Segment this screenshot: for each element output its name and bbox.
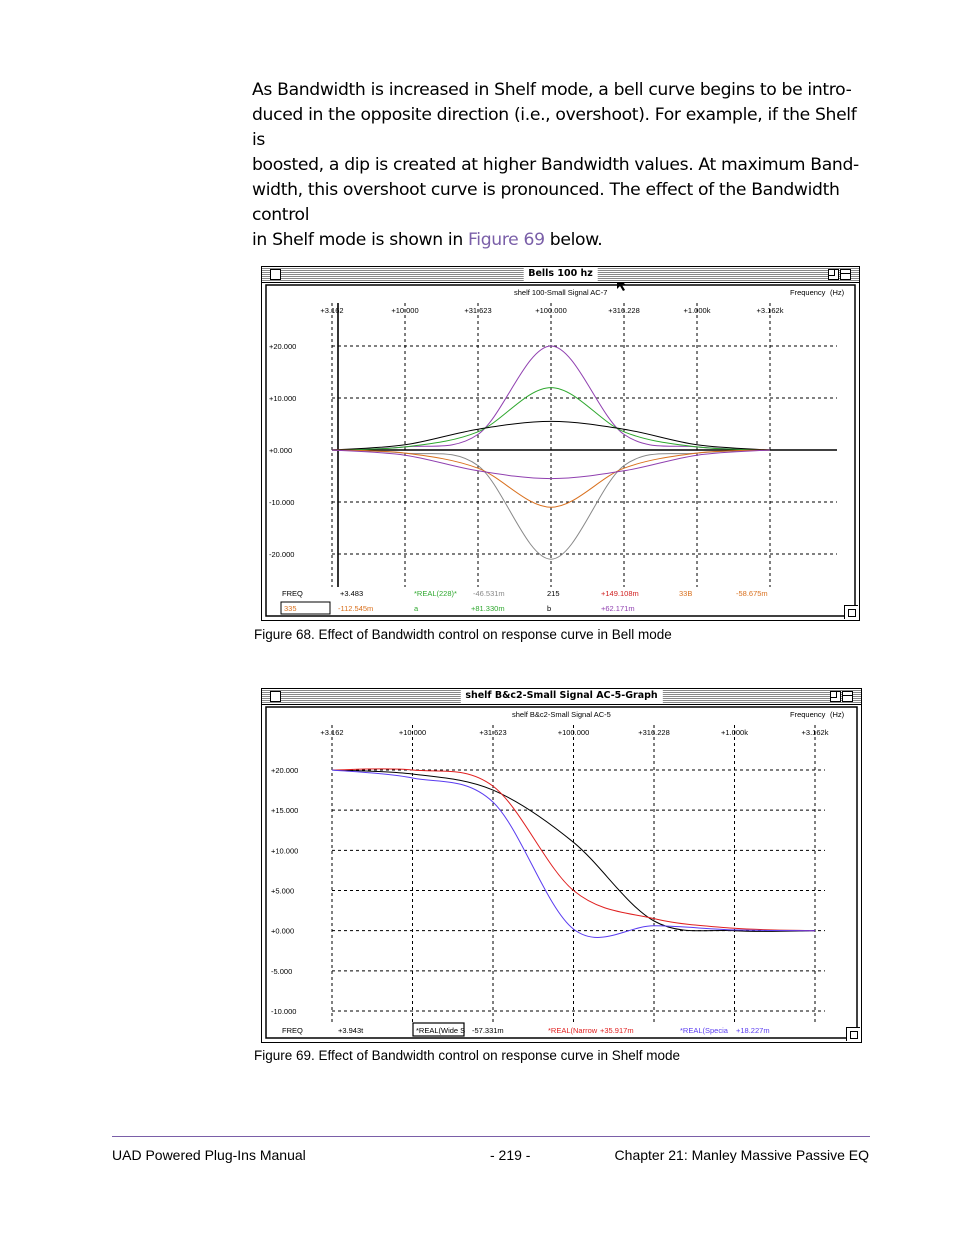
- y-tick-label: +0.000: [271, 926, 295, 936]
- readout-value: +62.171m: [601, 604, 635, 613]
- y-tick-label: +5.000: [271, 886, 295, 896]
- paragraph-line: width, this overshoot curve is pronounced. The effect of the Bandwidth control: [252, 180, 840, 225]
- readout-value: +149.108m: [601, 589, 639, 598]
- y-tick-label: -10.000: [271, 1007, 297, 1016]
- x-tick-label: +31.623: [464, 306, 492, 315]
- readout-value: *REAL(Narrow: [548, 1026, 598, 1035]
- readout-value: a: [414, 604, 419, 613]
- x-tick-label: +3.162k: [756, 306, 784, 315]
- x-tick-label: +1.000k: [721, 728, 748, 737]
- resize-grow-icon[interactable]: [846, 1027, 860, 1041]
- readout-value: *REAL(228)*: [414, 589, 457, 598]
- readout-value: *REAL(Specia: [680, 1026, 728, 1035]
- frequency-label: Frequency: [790, 710, 826, 719]
- readout-value: +81.330m: [471, 604, 505, 613]
- close-box-icon[interactable]: [270, 269, 281, 280]
- x-tick-label: +100.000: [557, 728, 590, 737]
- figure-69-caption: Figure 69. Effect of Bandwidth control on response curve in Shelf mode: [254, 1048, 680, 1063]
- x-tick-label: +10.000: [398, 728, 427, 737]
- y-tick-label: +20.000: [269, 342, 297, 351]
- readout-value: -57.331m: [472, 1026, 504, 1035]
- collapse-box-icon[interactable]: [840, 269, 851, 280]
- footer-divider: [112, 1136, 870, 1137]
- readout-value: *REAL(Wide S: [416, 1026, 466, 1035]
- figure-68-window-title: Bells 100 hz: [523, 267, 598, 281]
- x-tick-label: +316.228: [608, 306, 640, 315]
- zoom-box-icon[interactable]: [828, 269, 839, 280]
- figure-69-window: [261, 688, 862, 1043]
- collapse-box-icon[interactable]: [842, 691, 853, 702]
- x-tick-label: +3.162: [320, 306, 344, 315]
- readout-value: +3.943t: [338, 1026, 364, 1035]
- readout-value: FREQ: [282, 589, 303, 598]
- chart-subtitle: shelf 100-Small Signal AC-7: [514, 288, 608, 297]
- readout-value: 215: [547, 589, 560, 598]
- paragraph-line: boosted, a dip is created at higher Bandwidth values. At maximum Band-: [252, 155, 859, 175]
- x-tick-label: +10.000: [391, 306, 419, 315]
- paragraph-text: in Shelf mode is shown in: [252, 230, 469, 250]
- frequency-unit: (Hz): [830, 288, 845, 297]
- y-tick-label: +10.000: [269, 394, 297, 403]
- figure-68-titlebar[interactable]: [262, 267, 859, 283]
- y-tick-label: +15.000: [271, 806, 299, 816]
- y-tick-label: +20.000: [271, 766, 299, 775]
- figure-68-chart: [262, 267, 859, 620]
- paragraph-text: below.: [544, 230, 603, 250]
- zoom-box-icon[interactable]: [830, 691, 841, 702]
- figure-68-window: [261, 266, 860, 621]
- footer-right: Chapter 21: Manley Massive Passive EQ: [614, 1147, 869, 1163]
- y-tick-label: +0.000: [269, 446, 293, 455]
- paragraph-line: [252, 228, 872, 253]
- x-tick-label: +1.000k: [683, 306, 711, 315]
- resize-grow-icon[interactable]: [844, 605, 858, 619]
- y-tick-label: +10.000: [271, 846, 299, 856]
- close-box-icon[interactable]: [270, 691, 281, 702]
- y-tick-label: -5.000: [271, 966, 293, 976]
- y-tick-label: -20.000: [269, 550, 295, 559]
- paragraph-line: As Bandwidth is increased in Shelf mode, a bell curve begins to be intro-: [252, 80, 852, 100]
- plot-frame: [266, 707, 857, 1038]
- x-tick-label: +3.162: [320, 728, 344, 737]
- x-tick-label: +3.162k: [801, 728, 829, 737]
- readout-value: -58.675m: [736, 589, 768, 598]
- x-tick-label: +31.623: [479, 728, 507, 737]
- y-tick-label: -10.000: [269, 498, 295, 507]
- figure-69-window-title: shelf B&c2-Small Signal AC-5-Graph: [460, 689, 662, 703]
- readout-value: 33B: [679, 589, 693, 598]
- readout-value: +18.227m: [736, 1026, 770, 1035]
- figure-69-titlebar[interactable]: [262, 689, 861, 705]
- readout-value: +35.917m: [600, 1026, 634, 1035]
- footer-left: UAD Powered Plug-Ins Manual: [112, 1147, 306, 1163]
- figure-69-link[interactable]: Figure 69: [468, 230, 545, 250]
- body-paragraph: [252, 78, 872, 253]
- x-tick-label: +316.228: [638, 728, 670, 737]
- figure-69-chart: [262, 689, 861, 1042]
- frequency-unit: (Hz): [830, 710, 845, 719]
- page-number: - 219 -: [490, 1147, 531, 1163]
- readout-value: 335: [284, 604, 297, 613]
- x-tick-label: +100.000: [535, 306, 567, 315]
- chart-subtitle: shelf B&c2-Small Signal AC-5: [512, 710, 611, 719]
- readout-value: -46.531m: [473, 589, 505, 598]
- figure-68-caption: Figure 68. Effect of Bandwidth control on response curve in Bell mode: [254, 627, 672, 642]
- paragraph-line: duced in the opposite direction (i.e., overshoot). For example, if the Shelf is: [252, 105, 857, 150]
- frequency-label: Frequency: [790, 288, 826, 297]
- readout-value: +3.483: [340, 589, 364, 598]
- readout-value: -112.545m: [338, 604, 374, 613]
- readout-value: b: [547, 604, 552, 613]
- readout-value: FREQ: [282, 1026, 303, 1035]
